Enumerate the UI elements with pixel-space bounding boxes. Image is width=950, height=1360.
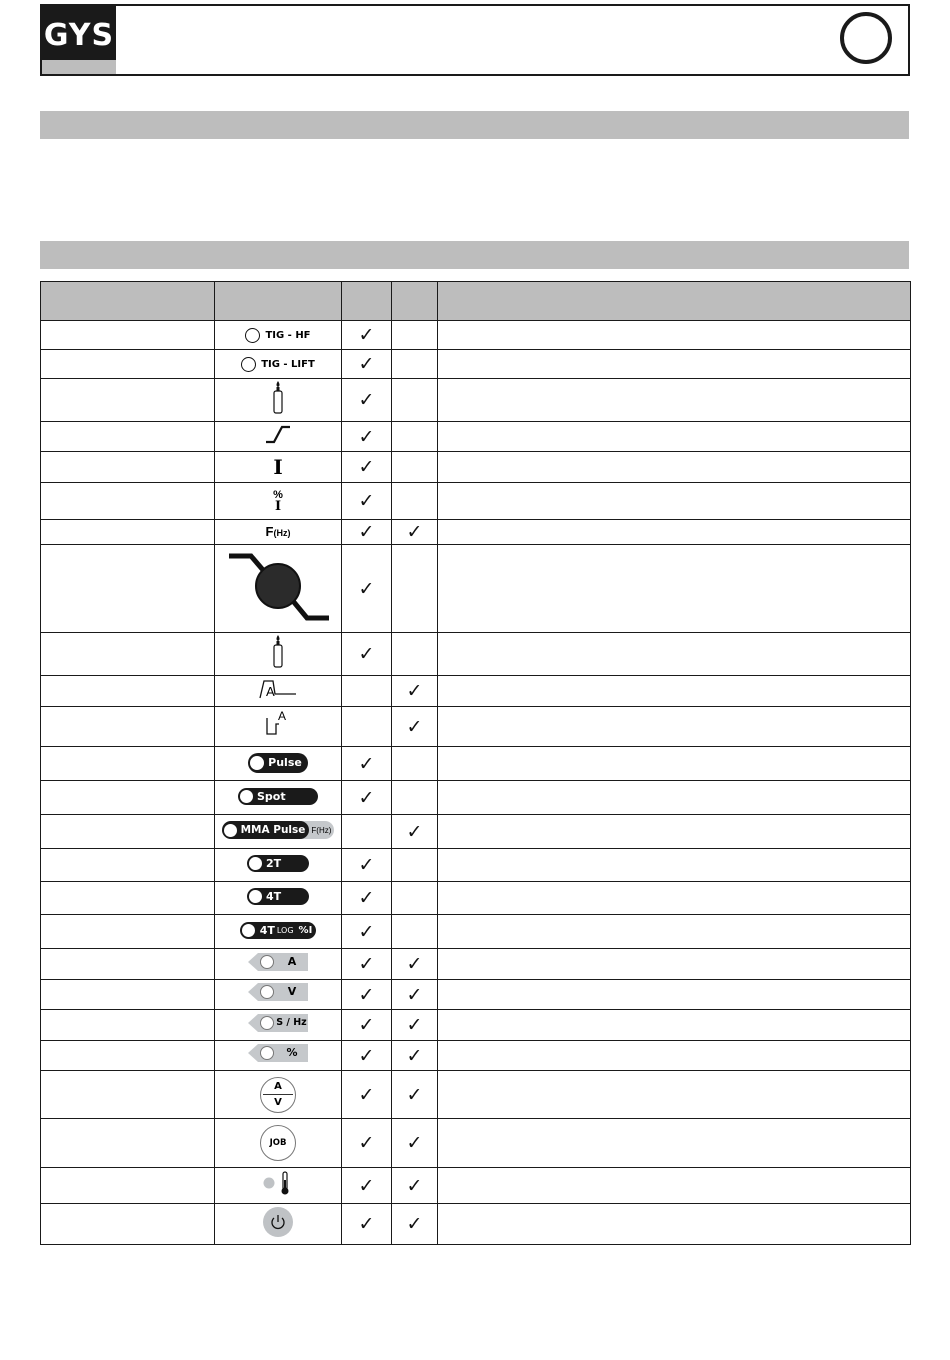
logo-underbar [42,60,116,74]
comment-cell [438,980,911,1010]
table-row [41,379,911,422]
mma-check-cell [392,633,438,676]
table-row [41,1119,911,1168]
tig-check-cell: ✓ [342,915,392,949]
comment-cell [438,676,911,707]
tig-check-cell: ✓ [342,350,392,379]
pre-gas-icon [268,381,288,415]
comment-cell [438,1010,911,1041]
table-row [41,1010,911,1041]
mma-check-cell: ✓ [392,1071,438,1119]
tig-lift-icon: TIG - LIFT [215,357,341,372]
tig-check-cell [342,676,392,707]
table-row [41,707,911,747]
symbol-cell [215,452,342,483]
mma-check-cell [392,545,438,633]
job-button-icon: JOB [260,1125,296,1161]
function-cell [41,980,215,1010]
tig-check-cell: ✓ [342,1071,392,1119]
symbol-cell [215,1119,342,1168]
mma-check-cell: ✓ [392,980,438,1010]
symbol-cell [215,350,342,379]
comment-cell [438,379,911,422]
function-cell [41,1010,215,1041]
tig-check-cell [342,707,392,747]
section-bar-2 [40,241,909,269]
4t-log-mode-icon: 4T LOG %I [240,922,317,939]
table-row [41,422,911,452]
table-row [41,815,911,849]
header-cell-mma [392,282,438,321]
function-cell [41,422,215,452]
table-row [41,1041,911,1071]
mma-check-cell: ✓ [392,815,438,849]
mma-check-cell: ✓ [392,1168,438,1204]
tig-check-cell: ✓ [342,545,392,633]
page-header [40,4,910,76]
tig-check-cell: ✓ [342,422,392,452]
comment-cell [438,915,911,949]
language-circle-icon [840,12,892,64]
table-header-row [41,282,911,321]
av-button-icon: A V [260,1077,296,1113]
tig-check-cell: ✓ [342,483,392,520]
function-cell [41,483,215,520]
function-table [40,281,911,1245]
2t-mode-icon: 2T [247,855,309,872]
tig-check-cell: ✓ [342,1204,392,1245]
section-bar-1 [40,111,909,139]
symbol-cell [215,815,342,849]
symbol-cell [215,781,342,815]
symbol-cell [215,520,342,545]
comment-cell [438,815,911,849]
header-cell-comment [438,282,911,321]
power-button-icon [262,1206,294,1238]
comment-cell [438,545,911,633]
function-cell [41,452,215,483]
symbol-cell [215,1168,342,1204]
tig-check-cell [342,815,392,849]
tig-check-cell: ✓ [342,747,392,781]
table-row [41,676,911,707]
symbol-cell [215,483,342,520]
function-cell [41,1204,215,1245]
table-row [41,350,911,379]
header-cell-function [41,282,215,321]
symbol-cell [215,1010,342,1041]
mma-check-cell [392,422,438,452]
ampere-indicator-icon: A [248,953,308,971]
function-cell [41,676,215,707]
arc-force-icon: A [265,712,291,736]
pulse-mode-icon: Pulse [248,753,308,773]
seconds-hertz-indicator-icon: S / Hz [248,1014,308,1032]
tig-check-cell: ✓ [342,849,392,882]
hot-start-icon: A [258,678,298,700]
function-cell [41,1168,215,1204]
mma-check-cell [392,452,438,483]
tig-check-cell: ✓ [342,452,392,483]
table-row [41,520,911,545]
symbol-cell [215,1204,342,1245]
mma-check-cell [392,781,438,815]
symbol-cell [215,1071,342,1119]
thermal-protection-icon [261,1170,295,1196]
function-cell [41,520,215,545]
comment-cell [438,707,911,747]
function-cell [41,379,215,422]
tig-check-cell: ✓ [342,379,392,422]
symbol-cell [215,949,342,980]
current-icon: I [273,455,283,479]
comment-cell [438,633,911,676]
comment-cell [438,1168,911,1204]
function-cell [41,321,215,350]
function-cell [41,1071,215,1119]
function-cell [41,1041,215,1071]
mma-check-cell: ✓ [392,949,438,980]
symbol-cell [215,321,342,350]
table-row [41,949,911,980]
symbol-cell [215,707,342,747]
frequency-icon: F(Hz) [265,524,291,539]
function-cell [41,849,215,882]
symbol-cell [215,882,342,915]
table-row [41,882,911,915]
mma-check-cell [392,321,438,350]
function-cell [41,815,215,849]
function-cell [41,1119,215,1168]
upslope-icon [263,424,293,444]
function-cell [41,545,215,633]
mma-check-cell [392,882,438,915]
table-row [41,633,911,676]
mma-check-cell [392,350,438,379]
tig-check-cell: ✓ [342,1168,392,1204]
symbol-cell [215,633,342,676]
tig-check-cell: ✓ [342,882,392,915]
mma-check-cell: ✓ [392,1119,438,1168]
function-cell [41,882,215,915]
comment-cell [438,350,911,379]
mma-check-cell [392,915,438,949]
table-row [41,781,911,815]
function-cell [41,633,215,676]
function-cell [41,949,215,980]
table-row [41,321,911,350]
symbol-cell [215,545,342,633]
table-row [41,849,911,882]
comment-cell [438,781,911,815]
function-cell [41,707,215,747]
mma-check-cell: ✓ [392,520,438,545]
symbol-cell [215,915,342,949]
table-row [41,915,911,949]
mma-check-cell [392,747,438,781]
mma-check-cell: ✓ [392,707,438,747]
mma-check-cell: ✓ [392,1010,438,1041]
comment-cell [438,882,911,915]
comment-cell [438,1119,911,1168]
symbol-cell [215,379,342,422]
table-row [41,1204,911,1245]
comment-cell [438,520,911,545]
comment-cell [438,483,911,520]
header-cell-symbol [215,282,342,321]
symbol-cell [215,422,342,452]
tig-check-cell: ✓ [342,980,392,1010]
spot-mode-icon: Spot [238,788,318,805]
mma-pulse-mode-icon: MMA Pulse F(Hz) [222,821,335,839]
post-gas-icon [268,635,288,669]
header-cell-tig [342,282,392,321]
percent-current-icon: % I [273,489,283,514]
mma-check-cell [392,379,438,422]
table-row [41,980,911,1010]
comment-cell [438,747,911,781]
mma-check-cell [392,483,438,520]
tig-check-cell: ✓ [342,1010,392,1041]
function-cell [41,915,215,949]
table-row [41,1168,911,1204]
comment-cell [438,1071,911,1119]
comment-cell [438,1204,911,1245]
tig-check-cell: ✓ [342,520,392,545]
tig-check-cell: ✓ [342,949,392,980]
table-row [41,452,911,483]
comment-cell [438,452,911,483]
function-cell [41,781,215,815]
function-cell [41,747,215,781]
function-cell [41,350,215,379]
symbol-cell [215,747,342,781]
downslope-icon [223,546,333,626]
tig-check-cell: ✓ [342,781,392,815]
comment-cell [438,949,911,980]
mma-check-cell: ✓ [392,1204,438,1245]
symbol-cell [215,980,342,1010]
table-row [41,545,911,633]
comment-cell [438,1041,911,1071]
mma-check-cell [392,849,438,882]
4t-mode-icon: 4T [247,888,309,905]
mma-check-cell: ✓ [392,1041,438,1071]
tig-check-cell: ✓ [342,633,392,676]
tig-check-cell: ✓ [342,1119,392,1168]
comment-cell [438,422,911,452]
symbol-cell [215,676,342,707]
table-row [41,747,911,781]
mma-check-cell: ✓ [392,676,438,707]
comment-cell [438,849,911,882]
tig-check-cell: ✓ [342,321,392,350]
percent-indicator-icon: % [248,1044,308,1062]
gys-logo [42,6,116,74]
symbol-cell [215,849,342,882]
volt-indicator-icon: V [248,983,308,1001]
logo-text: GYS [43,18,115,53]
tig-hf-icon: TIG - HF [215,328,341,343]
tig-check-cell: ✓ [342,1041,392,1071]
table-row [41,483,911,520]
table-row [41,1071,911,1119]
symbol-cell [215,1041,342,1071]
comment-cell [438,321,911,350]
